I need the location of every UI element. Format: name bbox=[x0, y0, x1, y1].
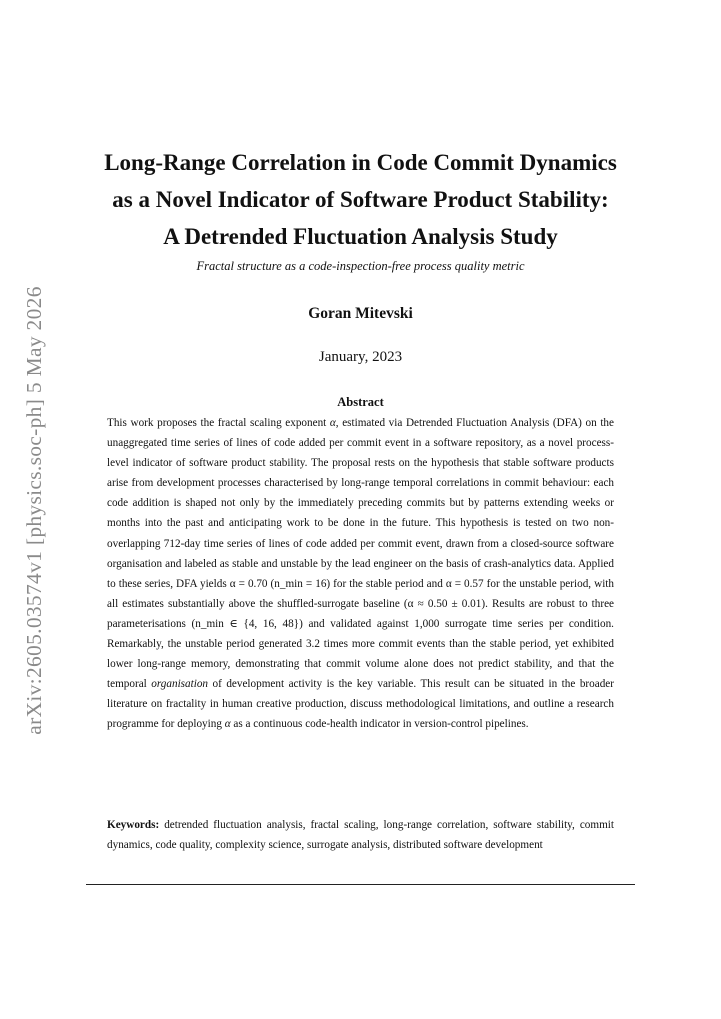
author-name: Goran Mitevski bbox=[308, 305, 413, 322]
unstable-estimate: α = 0.57 bbox=[445, 577, 484, 590]
stable-estimate: α = 0.70 (n_min = 16) bbox=[229, 577, 331, 590]
keywords-text: detrended fluctuation analysis, fractal scaling, long-range correlation, software stability, commit dynamics, code quality, complexity science, surrogate analysis, distributed software development bbox=[107, 819, 615, 852]
publication-date: January, 2023 bbox=[318, 349, 403, 365]
paper-title bbox=[80, 144, 641, 255]
arxiv-identifier-text: arXiv:2605.03574v1 [physics.soc-ph] 5 May 2026 bbox=[21, 286, 46, 735]
alpha-symbol: α bbox=[329, 417, 336, 429]
keywords-block bbox=[107, 815, 614, 855]
paper-subtitle: Fractal structure as a code-inspection-free process quality metric bbox=[196, 259, 525, 273]
arxiv-identifier-stamp bbox=[22, 258, 46, 763]
alpha-symbol: α bbox=[224, 718, 231, 731]
parameter-set: n_min ∈ {4, 16, 48} bbox=[195, 617, 300, 630]
title-line-1: Long-Range Correlation in Code Commit Dynamics bbox=[104, 150, 617, 175]
keywords-label: Keywords: bbox=[107, 819, 160, 831]
emphasis-organisation: organisation bbox=[151, 678, 209, 691]
baseline-estimate: α ≈ 0.50 ± 0.01 bbox=[407, 597, 482, 610]
title-line-2: as a Novel Indicator of Software Product Stability: bbox=[112, 187, 609, 212]
section-divider bbox=[86, 884, 635, 885]
title-line-3: A Detrended Fluctuation Analysis Study bbox=[163, 224, 558, 249]
abstract-body: This work proposes the fractal scaling exponent α, estimated via Detrended Fluctuation Analysis (DFA) on the unaggregated time series of lines of code added per commit event in a software repository, as a novel process-level indicator of software product stability. The proposal rests on the hypothesis that stable software products arise from development processes characterised by long-range temporal correlations in commit behaviour: each code addition is shaped not only by the immediately preceding commits but by patterns extending weeks or months into the past and anticipating work to be done in the future. This hypothesis is tested on two non-overlapping 712-day time series of lines of code added per commit event, drawn from a closed-source software organisation and labeled as stable and unstable by the lead engineer on the basis of crash-analytics data. Applied to these series, DFA yields α = 0.70 (n_min = 16) for the stable period and α = 0.57 for the unstable period, with all estimates substantially above the shuffled-surrogate baseline (α ≈ 0.50 ± 0.01). Results are robust to three parameterisations (n_min ∈ {4, 16, 48}) and validated against 1,000 surrogate time series per condition. Remarkably, the unstable period generated 3.2 times more commit events than the stable period, yet exhibited lower long-range memory, demonstrating that commit volume alone does not predict stability, and that the temporal organisation of development activity is the key variable. This result can be situated in the broader literature on fractality in human creative production, discuss methodological limitations, and outline a research programme for deploying α as a continuous code-health indicator in version-control pipelines. bbox=[107, 417, 614, 731]
abstract-heading: Abstract bbox=[337, 395, 384, 409]
